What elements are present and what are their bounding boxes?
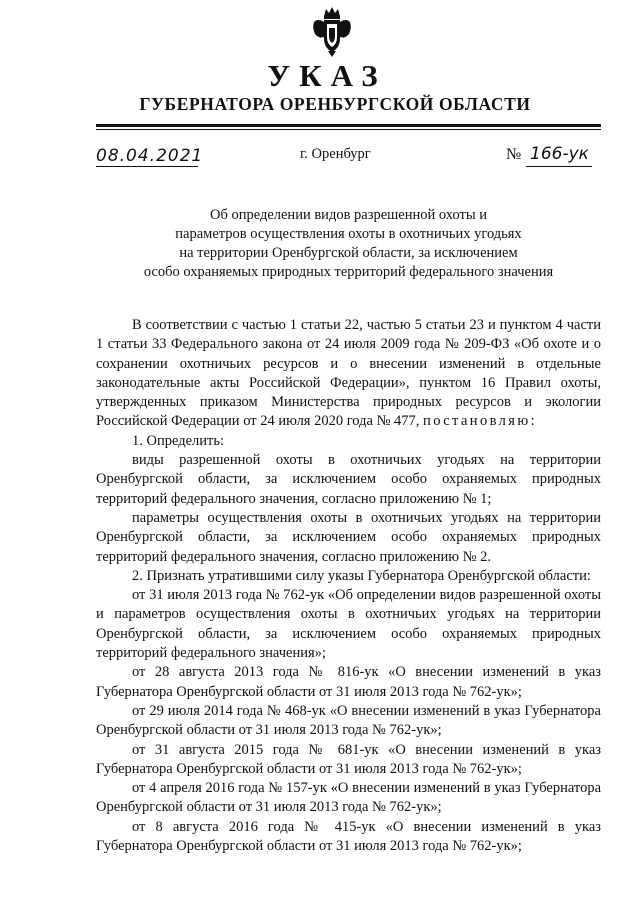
- body-paragraph: виды разрешенной охоты в охотничьих угодьях на территории Оренбургской области, за исключением особо охраняемых природных территорий федерального значения, согласно приложению № 1;: [96, 452, 601, 507]
- decree-word: постановляю:: [423, 413, 538, 430]
- document-title: УКАЗ: [267, 58, 387, 93]
- header-divider-thin: [96, 129, 601, 130]
- preamble-paragraph: [96, 316, 601, 432]
- decree-body: [96, 316, 601, 856]
- number-label: №: [506, 146, 522, 163]
- decree-date: 08.04.2021: [96, 146, 204, 166]
- body-paragraph: от 31 июля 2013 года № 762-ук «Об определении видов разрешенной охоты и параметров осуществления охоты в охотничьих угодьях на территории Оренбургской области, за исключением особо охраняемых природных территорий федерального значения»;: [96, 587, 601, 662]
- body-paragraph: 2. Признать утратившими силу указы Губернатора Оренбургской области:: [132, 567, 591, 584]
- number-underline: [526, 166, 592, 167]
- body-paragraph: от 29 июля 2014 года № 468-ук «О внесении изменений в указ Губернатора Оренбургской области от 31 июля 2013 года № 762-ук»;: [96, 702, 601, 739]
- body-paragraph: от 31 августа 2015 года № 681-ук «О внесении изменений в указ Губернатора Оренбургской области от 31 июля 2013 года № 762-ук»;: [96, 741, 601, 777]
- preamble-text: В соответствии с частью 1 статьи 22, частью 5 статьи 23 и пунктом 4 части 1 статьи 33 Федерального закона от 24 июля 2009 года № 209-ФЗ «Об охоте и о сохранении охотничьих ресурсов и о внесении изменений в отдельные законодательные акты Российской Федерации», пунктом 16 Правил охоты, утвержденных приказом Министерства природных ресурсов и экологии Российской Федерации от 24 июля 2020 года № 477,: [96, 317, 601, 430]
- date-underline: [96, 166, 198, 167]
- decree-heading: [96, 206, 601, 282]
- heading-line: особо охраняемых природных территорий федерального значения: [143, 264, 554, 280]
- decree-city: г. Оренбург: [300, 146, 371, 162]
- document-subtitle: ГУБЕРНАТОРА ОРЕНБУРГСКОЙ ОБЛАСТИ: [139, 94, 531, 114]
- body-paragraph: от 8 августа 2016 года № 415-ук «О внесении изменений в указ Губернатора Оренбургской области от 31 июля 2013 года № 762-ук»;: [96, 818, 601, 855]
- decree-number: 166-ук: [530, 144, 589, 164]
- heading-line: Об определении видов разрешенной охоты и: [209, 207, 488, 223]
- header-divider-thick: [96, 124, 601, 127]
- body-paragraph: от 4 апреля 2016 года № 157-ук «О внесении изменений в указ Губернатора Оренбургской области от 31 июля 2013 года № 762-ук»;: [96, 780, 601, 816]
- heading-line: на территории Оренбургской области, за исключением: [179, 245, 518, 261]
- body-paragraph: параметры осуществления охоты в охотничьих угодьях на территории Оренбургской области, за исключением особо охраняемых природных территорий федерального значения, согласно приложению № 2.: [96, 509, 601, 565]
- body-paragraph: 1. Определить:: [132, 432, 225, 449]
- heading-line: параметров осуществления охоты в охотничьих угодьях: [175, 226, 522, 242]
- coat-of-arms-icon: [312, 6, 352, 58]
- body-paragraph: от 28 августа 2013 года № 816-ук «О внесении изменений в указ Губернатора Оренбургской области от 31 июля 2013 года № 762-ук»;: [96, 664, 601, 700]
